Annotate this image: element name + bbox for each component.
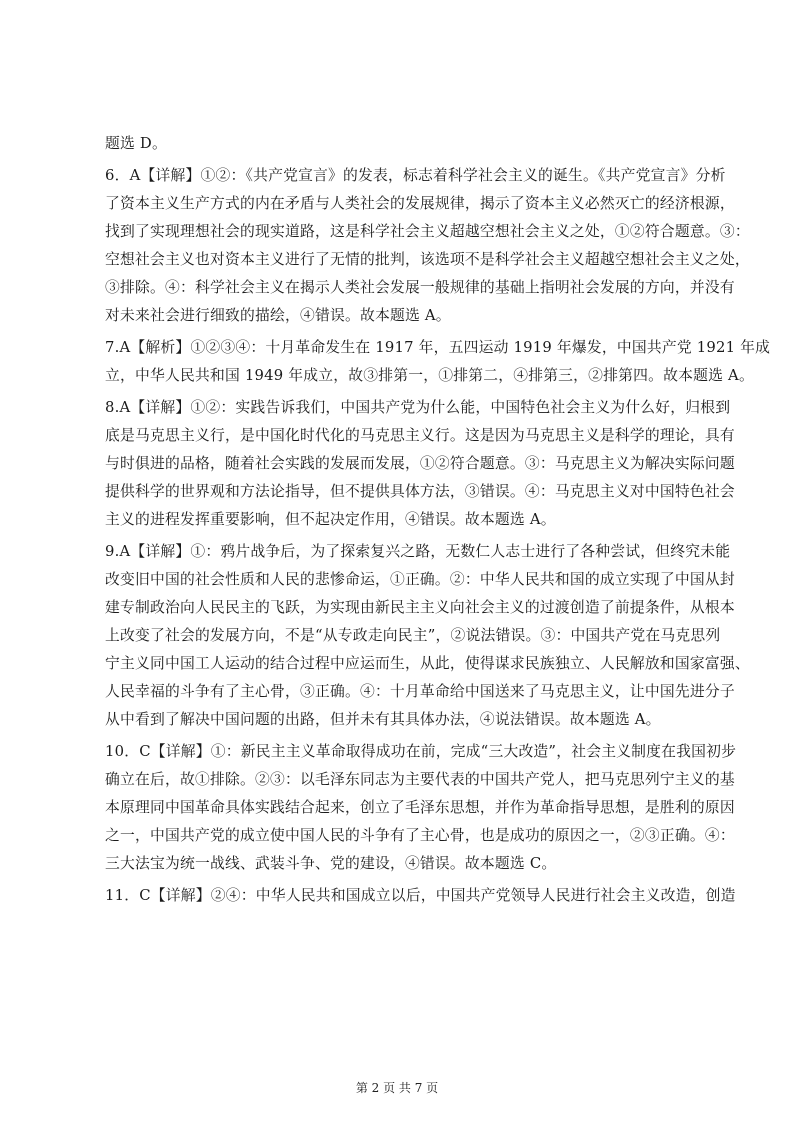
text-line: 了资本主义生产方式的内在矛盾与人类社会的发展规律，揭示了资本主义必然灭亡的经济根源， bbox=[105, 195, 735, 212]
text-line: 建专制政治向人民民主的飞跃，为实现由新民主主义向社会主义的过渡创造了前提条件，从根本 bbox=[105, 599, 735, 616]
paragraph bbox=[105, 882, 736, 910]
text-line: 空想社会主义也对资本主义进行了无情的批判，该选项不是科学社会主义超越空想社会主义之处， bbox=[105, 251, 750, 268]
text-line: 9.A【详解】①：鸦片战争后，为了探索复兴之路，无数仁人志士进行了各种尝试，但终究未能 bbox=[105, 543, 731, 560]
text-line: 对未来社会进行细致的描绘，④错误。故本题选 A。 bbox=[105, 307, 451, 324]
text-line: 8.A【详解】①②：实践告诉我们，中国共产党为什么能，中国特色社会主义为什么好，归根到 bbox=[105, 399, 731, 416]
text-line: 与时俱进的品格，随着社会实践的发展而发展，①②符合题意。③：马克思主义为解决实际问题 bbox=[105, 455, 735, 472]
text-line: ③排除。④：科学社会主义在揭示人类社会发展一般规律的基础上指明社会发展的方向，并没有 bbox=[105, 279, 735, 296]
text-line: 提供科学的世界观和方法论指导，但不提供具体方法，③错误。④：马克思主义对中国特色社会 bbox=[105, 483, 735, 500]
paragraph bbox=[105, 162, 750, 330]
text-line: 题选 D。 bbox=[105, 135, 167, 152]
paragraph bbox=[105, 394, 735, 534]
text-line: 6．A【详解】①②：《共产党宣言》的发表，标志着科学社会主义的诞生。《共产党宣言》分析 bbox=[105, 167, 726, 184]
answer-explanations bbox=[105, 130, 771, 910]
text-line: 确立在后，故①排除。②③：以毛泽东同志为主要代表的中国共产党人，把马克思列宁主义的基 bbox=[105, 771, 735, 788]
text-line: 三大法宝为统一战线、武装斗争、党的建设，④错误。故本题选 C。 bbox=[105, 855, 557, 872]
text-line: 从中看到了解决中国问题的出路，但并未有其具体办法，④说法错误。故本题选 A。 bbox=[105, 711, 661, 728]
text-line: 11．C【详解】②④：中华人民共和国成立以后，中国共产党领导人民进行社会主义改造，创造 bbox=[105, 887, 736, 904]
text-line: 改变旧中国的社会性质和人民的悲惨命运，①正确。②：中华人民共和国的成立实现了中国从封 bbox=[105, 571, 735, 588]
text-line: 主义的进程发挥重要影响，但不起决定作用，④错误。故本题选 A。 bbox=[105, 511, 556, 528]
text-line: 宁主义同中国工人运动的结合过程中应运而生，从此，使得谋求民族独立、人民解放和国家富强、 bbox=[105, 655, 750, 672]
text-line: 7.A【解析】①②③④：十月革命发生在 1917 年，五四运动 1919 年爆发，中国共产党 1921 年成 bbox=[105, 339, 771, 356]
text-line: 立，中华人民共和国 1949 年成立，故③排第一，①排第二，④排第三，②排第四。故本题选 A。 bbox=[105, 367, 754, 384]
paragraph bbox=[105, 130, 693, 158]
page-number-footer: 第 2 页 共 7 页 bbox=[355, 1081, 439, 1095]
text-line: 本原理同中国革命具体实践结合起来，创立了毛泽东思想，并作为革命指导思想，是胜利的原因 bbox=[105, 799, 735, 816]
text-line: 之一，中国共产党的成立使中国人民的斗争有了主心骨，也是成功的原因之一，②③正确。④： bbox=[105, 827, 735, 844]
paragraph bbox=[105, 738, 737, 878]
text-line: 人民幸福的斗争有了主心骨，③正确。④：十月革命给中国送来了马克思主义，让中国先进分子 bbox=[105, 683, 735, 700]
text-line: 找到了实现理想社会的现实道路，这是科学社会主义超越空想社会主义之处，①②符合题意。③： bbox=[105, 223, 750, 240]
text-line: 上改变了社会的发展方向，不是“从专政走向民主”，②说法错误。③：中国共产党在马克思列 bbox=[105, 627, 721, 644]
text-line: 底是马克思主义行，是中国化时代化的马克思主义行。这是因为马克思主义是科学的理论，具有 bbox=[105, 427, 735, 444]
text-line: 10．C【详解】①：新民主主义革命取得成功在前，完成“三大改造”，社会主义制度在我国初步 bbox=[105, 743, 737, 760]
paragraph bbox=[105, 334, 771, 390]
paragraph bbox=[105, 538, 750, 734]
